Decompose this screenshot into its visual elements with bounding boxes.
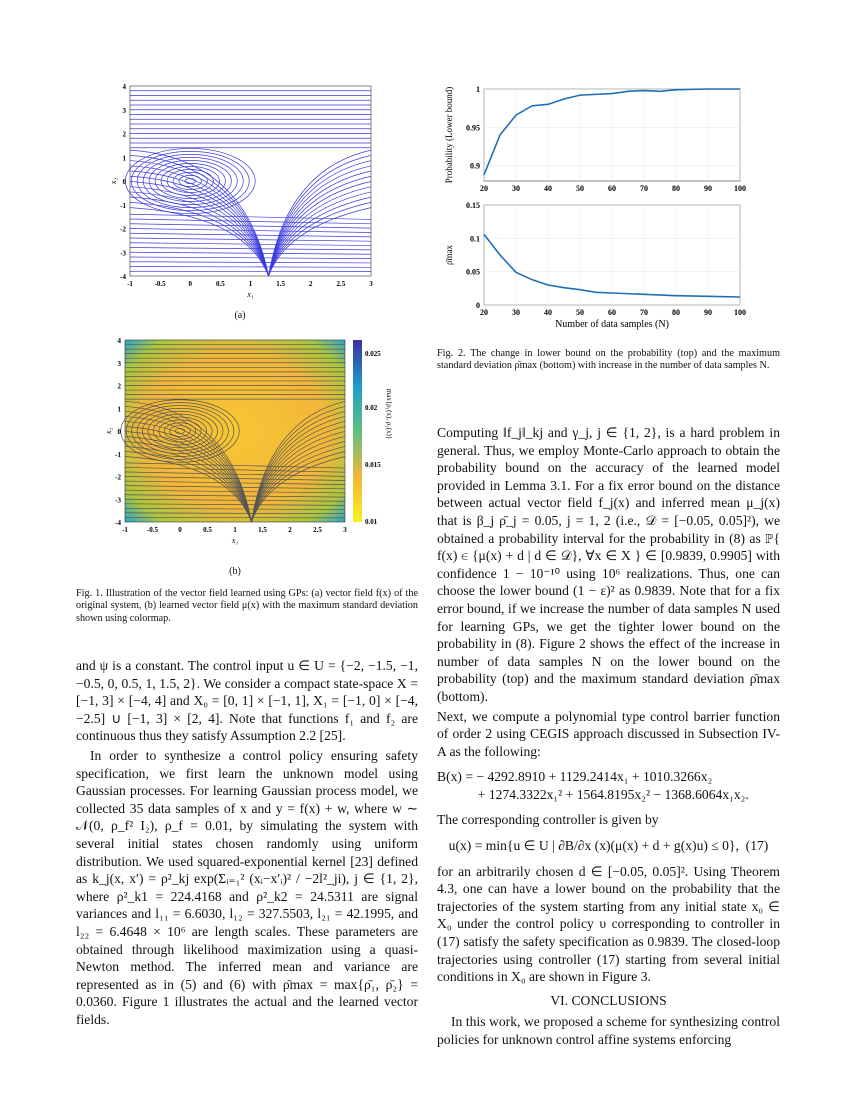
y-tick-label: -1 xyxy=(120,201,126,210)
x-tick-label: 2.5 xyxy=(336,280,346,288)
y-tick-label: 4 xyxy=(117,337,121,345)
x-tick-label: 60 xyxy=(608,184,616,193)
streamline xyxy=(130,262,371,263)
streamline xyxy=(185,178,196,183)
y-tick-label: 1 xyxy=(476,85,480,94)
y-tick-label: -2 xyxy=(115,473,121,482)
y-tick-label: 0.95 xyxy=(466,123,480,133)
paragraph: and ψ is a constant. The control input u ∈ U = {−2, −1.5, −1, −0.5, 0, 0.5, 1, 1.5, 2}. We consider a compact state-space X = [−1, 3] × [−4, 4] and X₀ = [0, 1] × [−1, 1], X₁ = [−1, 0] × [−4, −2.5] ∪ [−1, 3] × [2, 4]. Note that functions f₁ and f₂ are continuous thus they satisfy Assumption 2.2 [25]. xyxy=(76,658,418,744)
y-tick-label: 0.9 xyxy=(470,161,480,171)
streamline xyxy=(269,202,371,276)
x-tick-label: 2.5 xyxy=(313,526,322,534)
y-tick-label: -4 xyxy=(120,273,126,281)
x-tick-label: 90 xyxy=(704,308,712,317)
x-tick-label: 60 xyxy=(608,308,616,317)
y-tick-label: 3 xyxy=(122,106,126,115)
x-tick-label: 1.5 xyxy=(276,280,285,288)
x-tick-label: 2 xyxy=(309,280,313,288)
x-tick-label: 0.5 xyxy=(216,280,225,288)
x-tick-label: -1 xyxy=(122,526,128,534)
streamline xyxy=(269,192,371,276)
y-axis-label: Probability (Lower bound) xyxy=(444,86,454,184)
x-tick-label: 20 xyxy=(480,184,488,193)
equation-controller: u(x) = min{u ∈ U | ∂B/∂x (x)(μ(x) + d + g(x)u) ≤ 0}, (17) xyxy=(448,838,769,854)
x-tick-label: 3 xyxy=(343,526,347,534)
y-tick-label: 2 xyxy=(117,382,121,391)
x-tick-label: 3 xyxy=(369,280,373,288)
chart-probability xyxy=(444,85,746,193)
streamline xyxy=(130,252,371,254)
figure-1-caption: Fig. 1. Illustration of the vector field learned using GPs: (a) vector field f(x) of the original system, (b) learned vector field μ(x) with the maximum standard deviation shown using colormap. xyxy=(76,588,418,624)
left-text-column xyxy=(76,657,418,1030)
y-tick-label: 3 xyxy=(117,359,121,368)
streamline xyxy=(130,214,371,219)
streamline xyxy=(161,166,219,195)
y-tick-label: 0 xyxy=(476,301,480,310)
x-tick-label: 100 xyxy=(734,308,746,317)
x-tick-label: 40 xyxy=(544,308,552,317)
x-tick-label: 30 xyxy=(512,184,520,193)
streamline xyxy=(130,257,371,259)
x-tick-label: 0.5 xyxy=(203,526,212,534)
x-tick-label: -1 xyxy=(127,280,133,288)
equation-barrier-function: B(x) = − 4292.8910 + 1129.2414x₁ + 1010.3266x₂ + 1274.3322x₁² + 1564.8195x₂² − 1368.6064x₁x₂. xyxy=(437,769,749,802)
x-tick-label: 0 xyxy=(178,526,182,534)
paragraph: The corresponding controller is given by xyxy=(437,812,659,828)
x-tick-label: 2 xyxy=(288,526,292,534)
paragraph: In order to synthesize a control policy ensuring safety specification, we first learn the unknown model using Gaussian processes. For learning Gaussian process model, we collected 35 data samples of x and y = f(x) + w, where w ∼ 𝒩(0, ρ_f² I₂), ρ_f = 0.01, by simulating the system with several initial states chosen randomly using uniform distribution. We used squared-exponential kernel [23] defined as k_j(x, x′) = ρ²_kj exp(Σᵢ₌₁² (xᵢ−x′ᵢ)² / −2l²_ji), j ∈ {1, 2}, where ρ²_k1 = 224.4168 and ρ²_k2 = 24.5311 are signal variances and l₁₁ = 6.6030, l₁₂ = 327.5503, l₂₁ = 42.1995, and l₂₂ = 6.4648 × 10⁶ are length scales. These parameters are obtained through likelihood maximization using a quasi-Newton method. The inferred mean and variance are represented as in (5) and (6) with ρ̄max = max{ρ̄₁, ρ̄₂} = 0.0360. Figure 1 illustrates the actual and the learned vector fields. xyxy=(76,747,418,1027)
y-tick-label: -3 xyxy=(120,249,126,258)
x-tick-label: 70 xyxy=(640,184,648,193)
y-axis-label: x₂ xyxy=(109,177,118,185)
y-tick-label: 0 xyxy=(122,178,126,186)
y-tick-label: 1 xyxy=(117,405,121,414)
section-heading: VI. CONCLUSIONS xyxy=(550,992,667,1008)
x-axis-label: Number of data samples (N) xyxy=(555,319,669,330)
x-tick-label: 70 xyxy=(640,308,648,317)
paragraph: Next, we compute a polynomial type control barrier function of order 2 using CEGIS approach discussed in Subsection IV-A as the following: xyxy=(437,708,780,759)
figure-1a-label: (a) xyxy=(234,310,246,321)
y-tick-label: 0.15 xyxy=(466,201,480,210)
streamline xyxy=(269,150,371,276)
chart-std-dev xyxy=(444,201,746,330)
x-tick-label: 1 xyxy=(248,280,253,288)
y-tick-label: 0 xyxy=(117,428,121,436)
y-tick-label: -1 xyxy=(115,450,121,459)
right-text-column xyxy=(437,424,780,1051)
figure-1b-label: (b) xyxy=(229,566,241,577)
paragraph: Computing ‖f_j‖_kj and γ_j, j ∈ {1, 2}, is a hard problem in general. Thus, we employ Monte-Carlo approach to obtain the probability bound on the accuracy of the learned model provided in Lemma 3.1. For a fix error bound on the distance between actual vector field f_j(x) and inferred mean μ_j(x) that is β_j ρ̄_j = 0.05, j = 1, 2 (i.e., 𝒟 = [−0.05, 0.05]²), we obtained a probability interval for the probability in (8) as ℙ{ f(x) ∈ {μ(x) + d | d ∈ 𝒟}, ∀x ∈ X } ∈ [0.9839, 0.9905] with confidence 1 − 10⁻¹⁰ using 10⁶ realizations. Thus, one can choose the lower bound (1 − ε)² as 0.9839. Note that for a fix error bound, if we increase the number of data samples N used for learning GPs, we get the tighter lower bound on the probability in (8). Figure 2 shows the effect of the increase in number of data samples N on the lower bound on the probability (top) and the maximum standard deviation ρ̄max (bottom). xyxy=(437,425,780,704)
y-axis-label: ρ̄max xyxy=(444,245,454,265)
colorbar-tick: 0.025 xyxy=(365,350,381,358)
y-tick-label: -2 xyxy=(120,225,126,234)
x-tick-label: 50 xyxy=(576,184,584,193)
y-tick-label: -3 xyxy=(115,496,121,505)
x-axis-label: x₁ xyxy=(231,536,239,545)
x-tick-label: -0.5 xyxy=(146,526,159,534)
y-tick-label: 0.1 xyxy=(470,234,480,244)
x-axis-label: x₁ xyxy=(247,290,254,299)
y-axis-label: x₂ xyxy=(104,427,113,435)
streamline xyxy=(130,267,371,268)
colorbar-tick: 0.015 xyxy=(365,461,381,469)
streamline xyxy=(179,175,202,186)
streamline xyxy=(130,197,269,276)
x-tick-label: 90 xyxy=(704,184,712,193)
x-tick-label: 40 xyxy=(544,184,552,193)
figure-1b-vector-field xyxy=(100,334,400,559)
streamline xyxy=(269,166,371,276)
x-tick-label: 1.5 xyxy=(258,526,267,534)
y-tick-label: 1 xyxy=(122,154,126,163)
x-tick-label: 100 xyxy=(734,184,746,193)
x-tick-label: 1 xyxy=(233,526,237,534)
x-tick-label: 0 xyxy=(188,280,192,288)
figure-2-caption: Fig. 2. The change in lower bound on the probability (top) and the maximum standard deviation ρ̄max (bottom) with increase in the number of data samples N. xyxy=(437,348,780,372)
figure-1a-vector-field xyxy=(105,80,395,300)
y-tick-label: 4 xyxy=(122,83,126,91)
x-tick-label: 20 xyxy=(480,308,488,317)
paragraph: for an arbitrarily chosen d ∈ [−0.05, 0.05]². Using Theorem 4.3, one can have a lower bound on the probability that the trajectories of the system starting from any initial state x₀ ∈ X₀ under the control policy υ corresponding to controller in (17) satisfy the safety specification as 0.9839. The closed-loop trajectories using controller (17) starting from several initial conditions in X₀ are shown in Figure 3. xyxy=(437,863,780,985)
x-tick-label: 50 xyxy=(576,308,584,317)
y-tick-label: 2 xyxy=(122,130,126,139)
figure-2-charts xyxy=(437,80,782,335)
colorbar xyxy=(353,340,362,522)
colorbar-tick: 0.02 xyxy=(365,404,378,412)
x-tick-label: 80 xyxy=(672,184,680,193)
x-tick-label: 30 xyxy=(512,308,520,317)
x-tick-label: -0.5 xyxy=(154,280,166,288)
y-tick-label: 0.05 xyxy=(466,267,480,277)
colorbar-label: max{ρ₁(x), ρ₂(x)} xyxy=(385,388,393,440)
x-tick-label: 80 xyxy=(672,308,680,317)
y-tick-label: -4 xyxy=(115,519,121,527)
paragraph: In this work, we proposed a scheme for synthesizing control policies for unknown control affine systems enforcing xyxy=(437,1014,780,1047)
colorbar-tick: 0.01 xyxy=(365,518,378,526)
